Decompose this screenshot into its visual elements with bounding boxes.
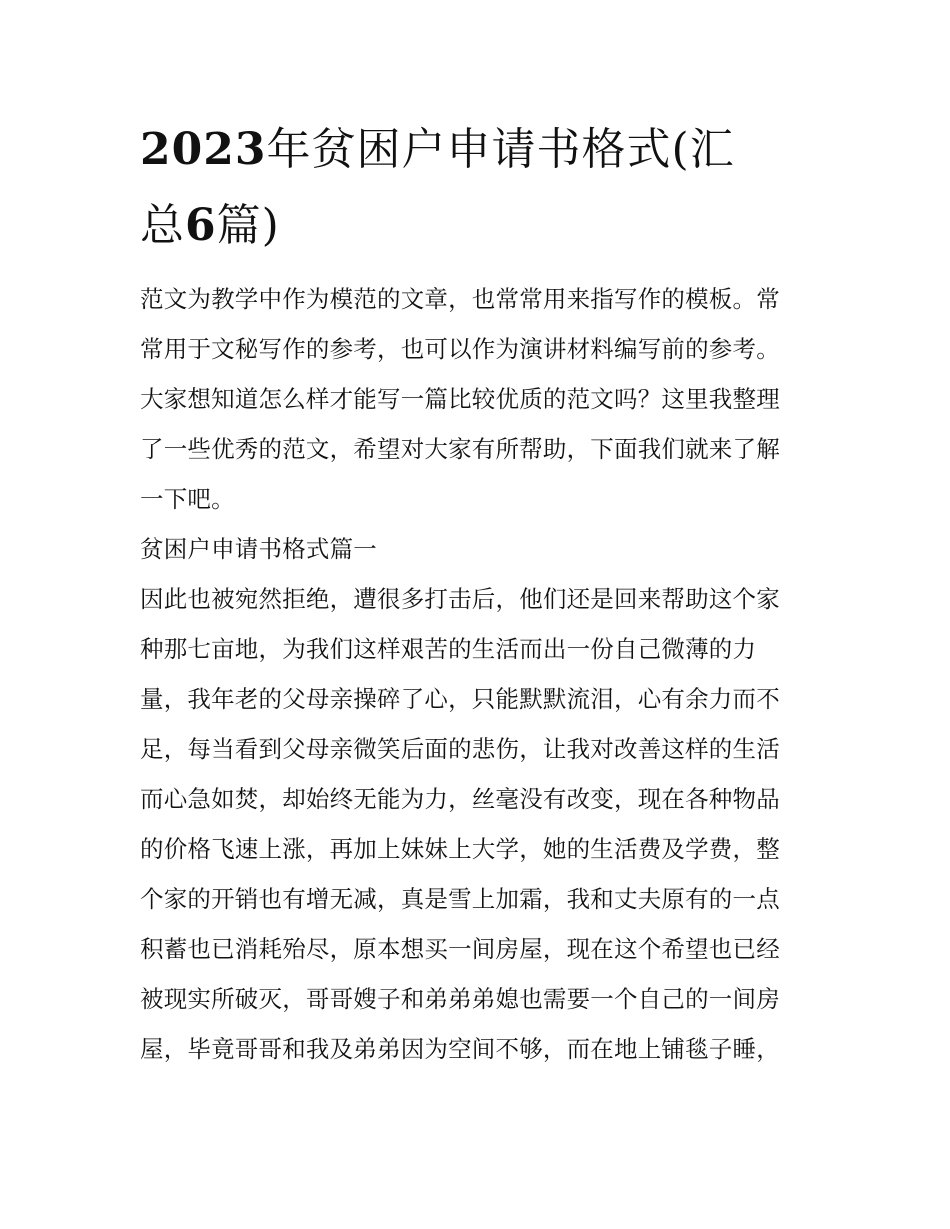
text-line: 大家想知道怎么样才能写一篇比较优质的范文吗？这里我整理 <box>140 385 780 413</box>
title-count: 6 <box>185 200 217 251</box>
title-post: 篇) <box>216 200 280 251</box>
section-paragraph <box>140 574 815 1074</box>
document-title <box>140 112 815 264</box>
text-line: 一下吧。 <box>140 485 235 513</box>
text-line: 量，我年老的父母亲操碎了心，只能默默流泪，心有余力而不 <box>140 685 780 713</box>
text-line: 常用于文秘写作的参考，也可以作为演讲材料编写前的参考。 <box>140 335 780 363</box>
title-pre: 总 <box>140 200 185 251</box>
text-line: 而心急如焚，却始终无能为力，丝毫没有改变，现在各种物品 <box>140 785 780 813</box>
document-content <box>140 112 815 1074</box>
section-heading-text: 贫困户申请书格式篇一 <box>140 535 377 563</box>
text-line: 被现实所破灭，哥哥嫂子和弟弟弟媳也需要一个自己的一间房 <box>140 985 780 1013</box>
text-line: 积蓄也已消耗殆尽，原本想买一间房屋，现在这个希望也已经 <box>140 935 780 963</box>
text-line: 足，每当看到父母亲微笑后面的悲伤，让我对改善这样的生活 <box>140 735 780 763</box>
text-line: 屋，毕竟哥哥和我及弟弟因为空间不够，而在地上铺毯子睡， <box>140 1035 780 1063</box>
title-year: 2023 <box>140 124 267 175</box>
text-line: 的价格飞速上涨，再加上妹妹上大学，她的生活费及学费，整 <box>140 835 780 863</box>
text-line: 种那七亩地，为我们这样艰苦的生活而出一份自己微薄的力 <box>140 635 757 663</box>
title-line-2 <box>140 188 815 264</box>
document-body <box>140 274 815 1074</box>
text-line: 因此也被宛然拒绝，遭很多打击后，他们还是回来帮助这个家 <box>140 585 780 613</box>
text-line: 范文为教学中作为模范的文章，也常常用来指写作的模板。常 <box>140 285 780 313</box>
text-line: 个家的开销也有增无减，真是雪上加霜，我和丈夫原有的一点 <box>140 885 780 913</box>
intro-paragraph <box>140 274 815 524</box>
section-heading <box>140 524 815 574</box>
title-line-1 <box>140 112 815 188</box>
title-text: 年贫困户申请书格式(汇 <box>266 124 735 175</box>
text-line: 了一些优秀的范文，希望对大家有所帮助，下面我们就来了解 <box>140 435 780 463</box>
